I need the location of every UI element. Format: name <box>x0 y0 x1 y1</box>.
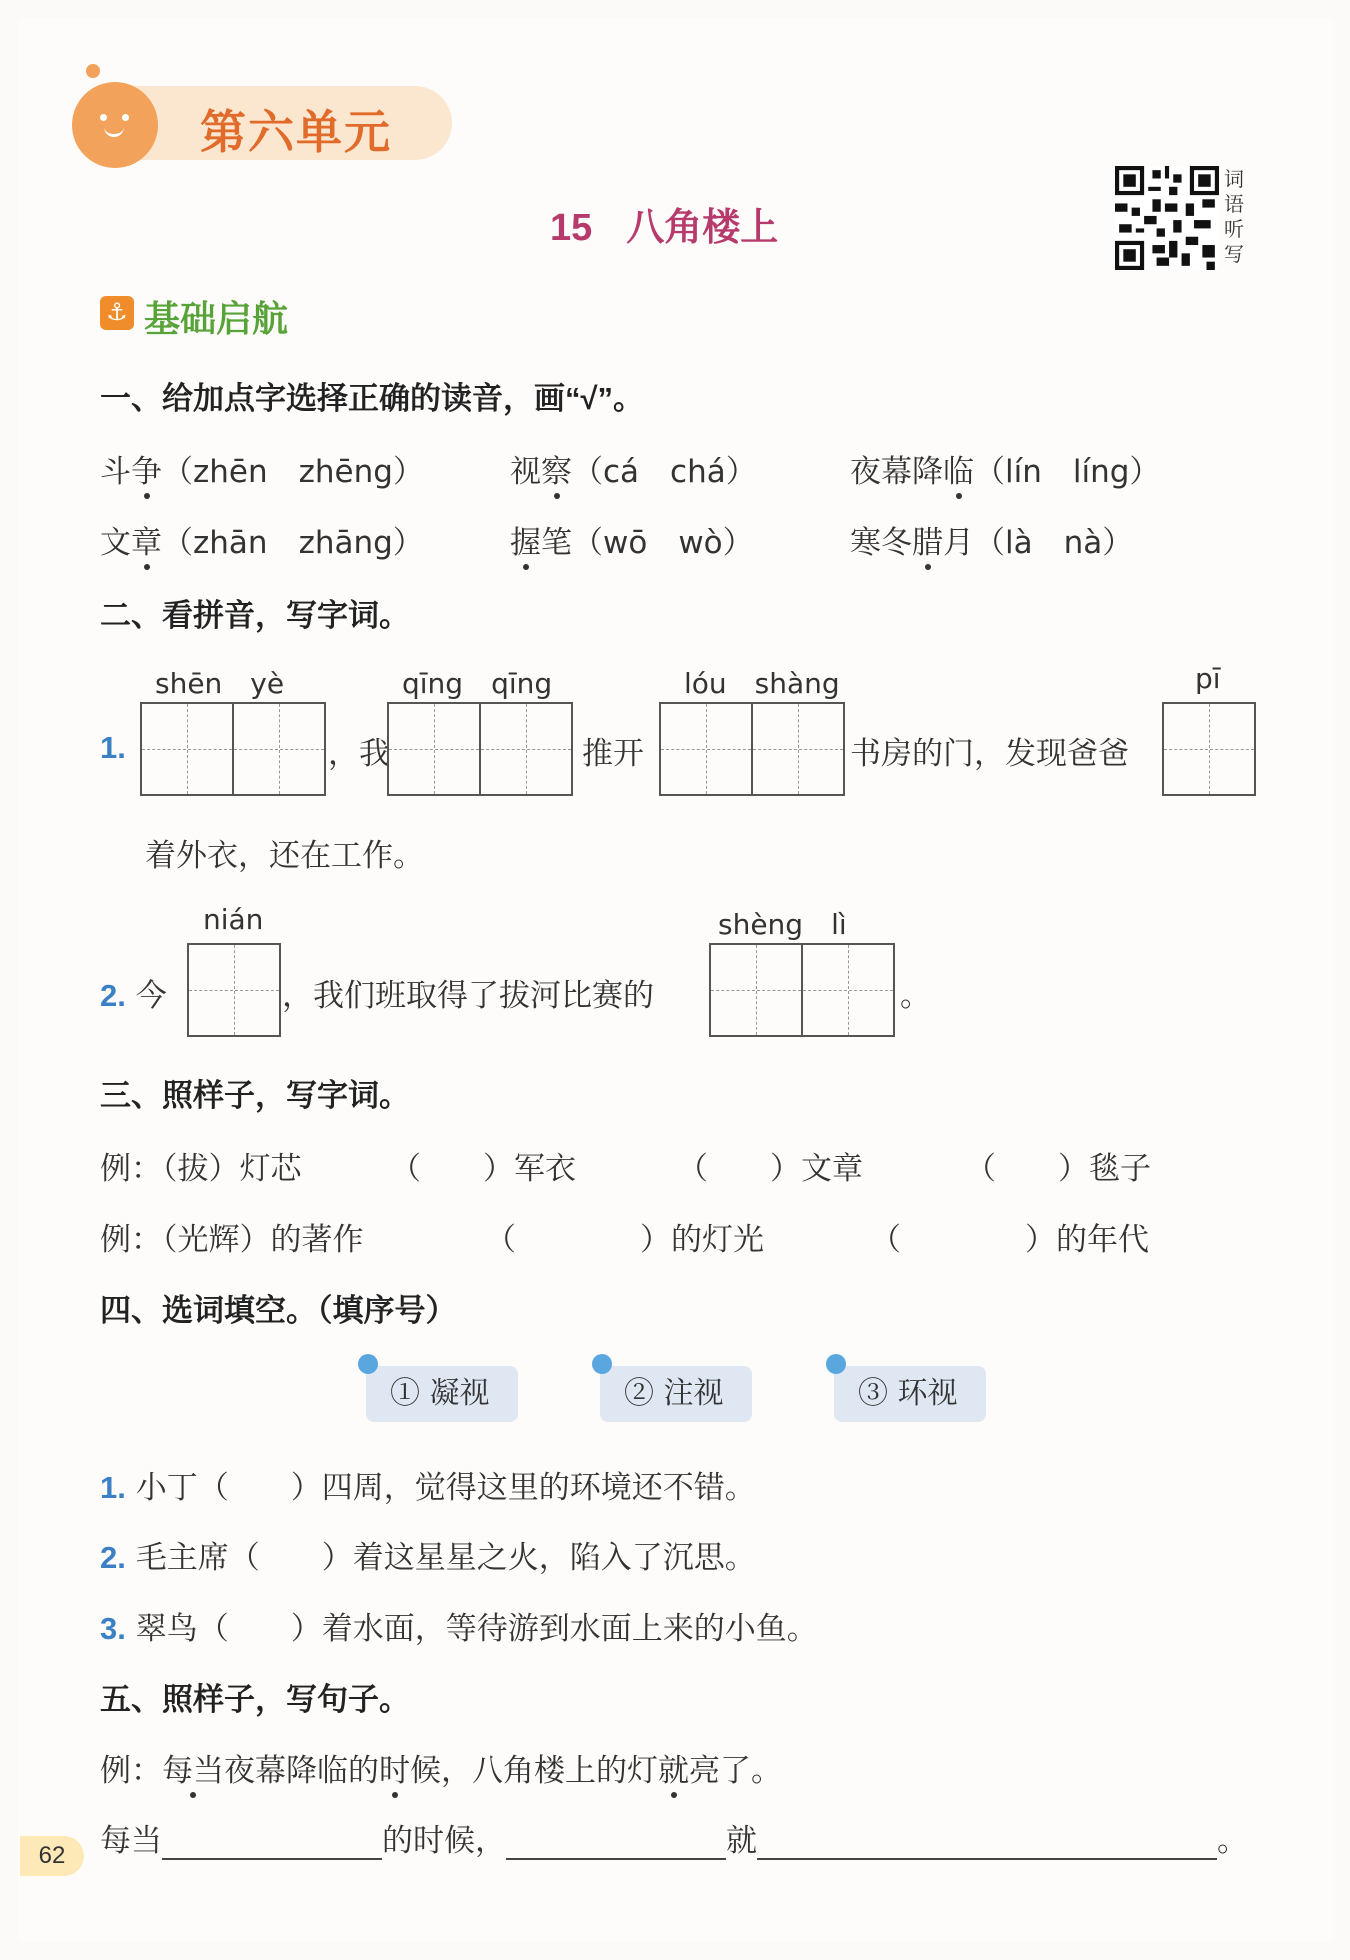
writing-grid[interactable] <box>187 943 281 1037</box>
question-1-heading: 一、给加点字选择正确的读音，画“√”。 <box>100 381 645 416</box>
lesson-title <box>550 196 778 251</box>
fill-blank[interactable]: （ ）的年代 <box>870 1222 1149 1258</box>
question-4-heading: 四、选词填空。（填序号） <box>100 1293 457 1328</box>
pinyin-label: lóu shàng <box>684 667 840 700</box>
fill-blank[interactable]: （ ）毯子 <box>965 1151 1151 1187</box>
mascot-antenna <box>86 64 100 78</box>
sentence-text: 着外衣，还在工作。 <box>145 838 424 874</box>
pin-icon <box>592 1354 612 1374</box>
question-5-heading: 五、照样子，写句子。 <box>100 1682 410 1717</box>
example-sentence: 例：每当夜幕降临的时候，八角楼上的灯就亮了。 <box>100 1745 782 1790</box>
writing-grid[interactable] <box>140 702 326 796</box>
writing-grid[interactable] <box>659 702 845 796</box>
q1-item: 夜幕降临（lín líng） <box>850 446 1160 491</box>
pin-icon <box>358 1354 378 1374</box>
example-text: 例：（光辉）的著作 <box>100 1222 364 1258</box>
q4-item: 1. 小丁（ ）四周，觉得这里的环境还不错。 <box>100 1470 756 1506</box>
anchor-icon: ⚓ <box>100 296 134 330</box>
answer-line[interactable] <box>506 1828 726 1860</box>
sentence-text: 推开 <box>582 736 644 772</box>
q4-item: 3. 翠鸟（ ）着水面，等待游到水面上来的小鱼。 <box>100 1611 818 1647</box>
item-number: 2. <box>100 978 126 1013</box>
question-2-heading: 二、看拼音，写字词。 <box>100 598 410 633</box>
sentence-text: 。 <box>900 978 931 1014</box>
page-number: 62 <box>20 1836 84 1876</box>
qr-label: 词语听写 <box>1224 169 1244 266</box>
q1-item: 视察（cá chá） <box>510 446 757 491</box>
pinyin-label: shēn yè <box>155 667 285 700</box>
q1-item: 文章（zhān zhāng） <box>100 517 424 562</box>
q1-item: 寒冬腊月（là nà） <box>850 517 1133 562</box>
q1-item: 握笔（wō wò） <box>510 517 754 562</box>
pinyin-label: pī <box>1195 662 1221 695</box>
option-chip[interactable]: ② 注视 <box>600 1366 752 1422</box>
fill-blank[interactable]: （ ）的灯光 <box>485 1222 764 1258</box>
mascot-icon <box>72 82 158 168</box>
lesson-number: 15 <box>550 207 593 249</box>
question-3-heading: 三、照样子，写字词。 <box>100 1078 410 1113</box>
unit-title: 第六单元 <box>200 105 392 159</box>
writing-grid[interactable] <box>1162 702 1256 796</box>
section-title: 基础启航 <box>144 298 289 339</box>
pin-icon <box>826 1354 846 1374</box>
q4-item: 2. 毛主席（ ）着这星星之火，陷入了沉思。 <box>100 1540 756 1576</box>
answer-line[interactable] <box>757 1828 1217 1860</box>
q1-item: 斗争（zhēn zhēng） <box>100 446 424 491</box>
example-text: 例：（拔）灯芯 <box>100 1151 302 1187</box>
option-chip[interactable]: ③ 环视 <box>834 1366 986 1422</box>
sentence-text: 2. 今 <box>100 978 167 1014</box>
qr-code-icon[interactable] <box>1115 166 1219 270</box>
fill-blank[interactable]: （ ）军衣 <box>390 1151 576 1187</box>
sentence-text: 书房的门，发现爸爸 <box>850 736 1129 772</box>
fill-blank[interactable]: （ ）文章 <box>677 1151 863 1187</box>
writing-grid[interactable] <box>387 702 573 796</box>
writing-grid[interactable] <box>709 943 895 1037</box>
pinyin-label: shèng lì <box>718 908 847 941</box>
answer-line[interactable] <box>162 1828 382 1860</box>
sentence-template: 每当 的时候， 就 。 <box>100 1823 1248 1859</box>
pinyin-label: nián <box>203 903 264 936</box>
sentence-text: ，我 <box>328 736 390 772</box>
option-chip[interactable]: ① 凝视 <box>366 1366 518 1422</box>
pinyin-label: qīng qīng <box>402 667 553 700</box>
item-number: 1. <box>100 730 126 765</box>
sentence-text: ，我们班取得了拔河比赛的 <box>282 978 654 1014</box>
lesson-name: 八角楼上 <box>626 207 779 249</box>
